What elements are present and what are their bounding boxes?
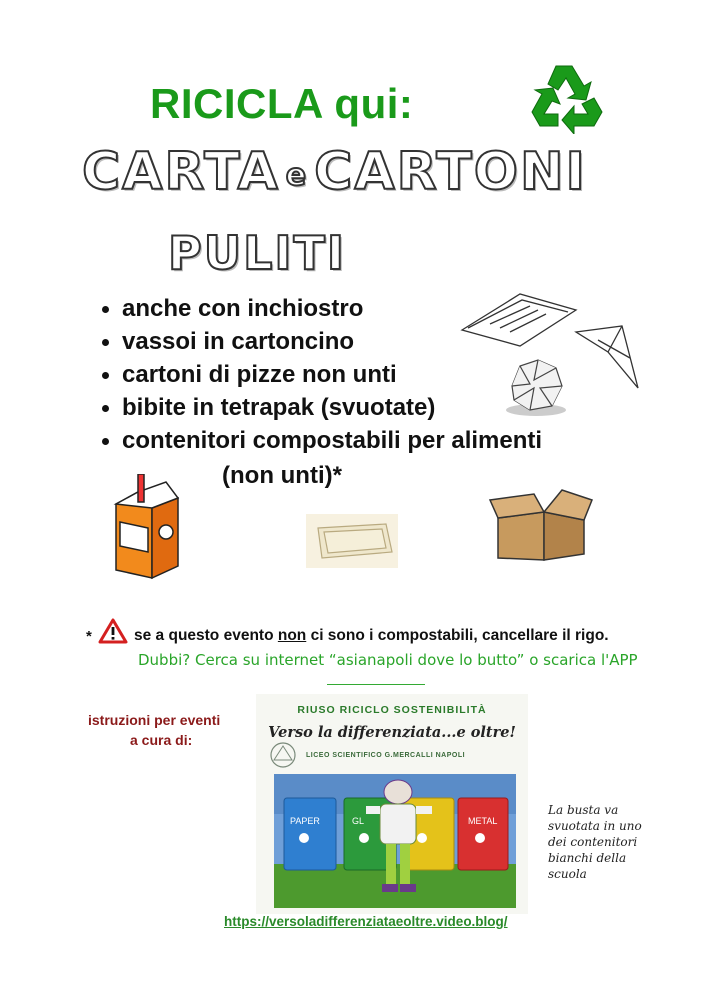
outline-word-carta: CARTA xyxy=(82,142,280,202)
instructions-line2: a cura di: xyxy=(130,732,193,748)
bin-label-paper: PAPER xyxy=(290,816,320,826)
help-text: Dubbi? Cerca su internet “asianapoli dove lo butto” o scarica l'APP xyxy=(138,651,638,669)
paper-sheets-icon xyxy=(460,290,578,348)
note-text-before: se a questo evento xyxy=(134,627,278,644)
list-item-continuation: (non unti)* xyxy=(222,462,342,489)
page-title: RICICLA qui: xyxy=(150,80,414,127)
milk-carton-icon xyxy=(108,474,186,582)
list-item: vassoi in cartoncino xyxy=(102,325,542,358)
outline-word-cartoni: CARTONI xyxy=(314,142,587,202)
note-text-emphasis: non xyxy=(277,627,307,644)
list-item: cartoni di pizze non unti xyxy=(102,358,542,391)
bag-instruction: La busta va svuotata in uno dei contenitori bianchi della scuola xyxy=(548,803,642,881)
recycle-icon xyxy=(528,60,608,134)
warning-icon xyxy=(98,618,128,644)
outline-word-e: e xyxy=(285,157,309,193)
crumpled-paper-icon xyxy=(500,356,572,418)
instructions-label xyxy=(88,710,248,750)
banner-school-name: LICEO SCIENTIFICO G.MERCALLI NAPOLI xyxy=(306,752,466,759)
banner-slogan: Verso la differenziata...e oltre! xyxy=(268,724,516,741)
divider xyxy=(327,684,425,685)
note-text-after: ci sono i compostabili, cancellare il rigo. xyxy=(306,627,609,644)
project-banner xyxy=(256,694,528,914)
compostable-note xyxy=(134,627,609,645)
cardboard-tray-icon xyxy=(306,514,398,568)
list-item: bibite in tetrapak (svuotate) xyxy=(102,391,542,424)
outline-heading-line2: PULITI xyxy=(168,226,346,280)
school-logo-icon xyxy=(264,740,302,770)
outline-heading-line1 xyxy=(82,142,587,202)
list-item: anche con inchiostro xyxy=(102,292,542,325)
paper-plane-icon xyxy=(572,322,642,392)
blog-link[interactable]: https://versoladifferenziataeoltre.video.blog/ xyxy=(224,914,508,929)
recycling-bins-illustration xyxy=(274,774,516,908)
bin-label-glass: GL xyxy=(352,816,365,826)
list-item: contenitori compostabili per alimenti xyxy=(102,424,542,457)
footnote-star: * xyxy=(86,628,92,645)
bin-label-metal: METAL xyxy=(468,816,498,826)
instructions-line1: istruzioni per eventi xyxy=(88,712,221,728)
cardboard-box-icon xyxy=(488,482,596,572)
banner-heading: RIUSO RICICLO SOSTENIBILITÀ xyxy=(297,704,487,716)
bins-photo xyxy=(274,774,516,908)
